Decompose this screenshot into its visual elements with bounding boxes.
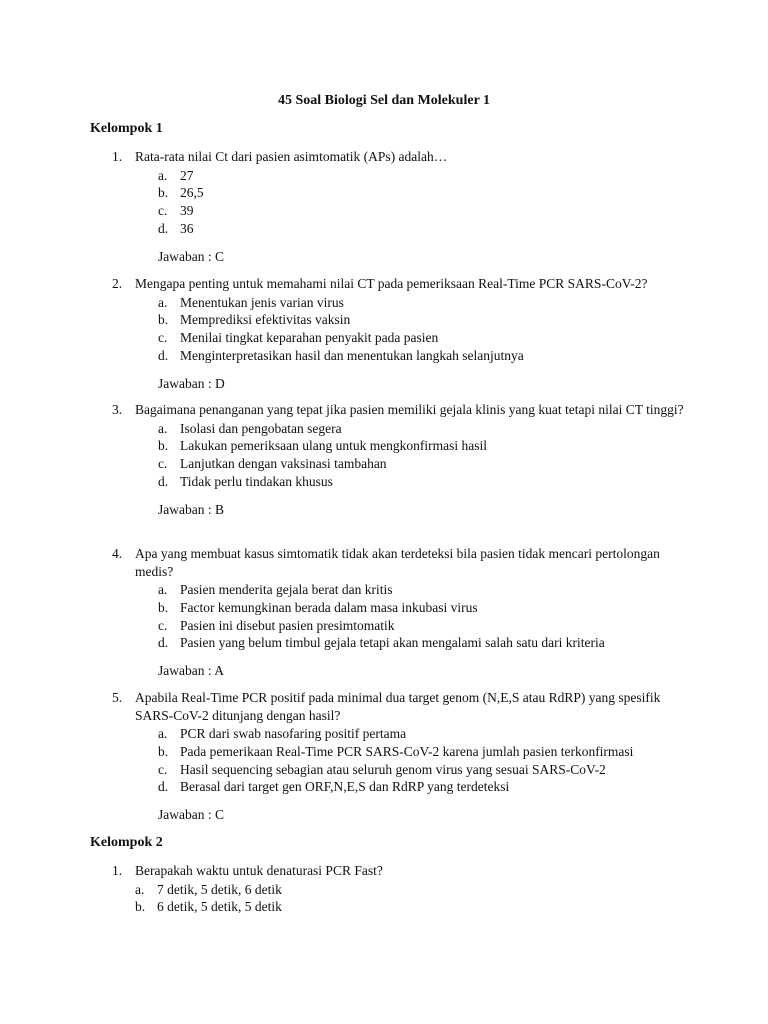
option-text: 26,5: [180, 185, 204, 201]
answer-key: Jawaban : C: [158, 807, 224, 823]
option-text: Pasien menderita gejala berat dan kritis: [180, 582, 393, 597]
option-item: [158, 167, 692, 185]
option-item: [158, 184, 692, 202]
option-item: [158, 437, 692, 455]
option-letter: d.: [158, 347, 169, 363]
option-letter: b.: [158, 743, 169, 759]
option-text: Memprediksi efektivitas vaksin: [180, 312, 351, 328]
option-item: [158, 761, 692, 779]
option-letter: a.: [158, 167, 168, 183]
answer-key: Jawaban : C: [158, 248, 224, 264]
question-number: 2.: [112, 276, 123, 291]
option-letter: c.: [158, 330, 168, 346]
option-letter: c.: [158, 203, 168, 219]
option-list: [135, 881, 692, 917]
option-list: [158, 581, 692, 652]
option-text: 7 detik, 5 detik, 6 detik: [157, 881, 282, 897]
option-letter: d.: [158, 635, 169, 651]
option-text: 27: [180, 167, 194, 183]
question-item: [112, 689, 692, 824]
option-letter: a.: [158, 582, 168, 597]
option-text: Hasil sequencing sebagian atau seluruh genom virus yang sesuai SARS-CoV-2: [180, 761, 606, 777]
question-item: [112, 862, 692, 916]
option-text: 36: [180, 220, 194, 236]
option-item: [135, 898, 692, 916]
option-letter: b.: [158, 599, 169, 615]
option-item: [158, 599, 692, 617]
option-text: Berasal dari target gen ORF,N,E,S dan RdRP yang terdeteksi: [180, 779, 510, 795]
option-text: Pasien ini disebut pasien presimtomatik: [180, 617, 395, 633]
question-item: [112, 401, 692, 518]
question-item: [112, 275, 692, 392]
option-letter: b.: [158, 185, 169, 201]
option-item: [158, 778, 692, 796]
option-list: [158, 294, 692, 365]
question-number: 1.: [112, 149, 123, 164]
option-list: [158, 420, 692, 491]
option-text: Menginterpretasikan hasil dan menentukan langkah selanjutnya: [180, 347, 524, 363]
option-text: Menilai tingkat keparahan penyakit pada pasien: [180, 330, 439, 346]
option-text: Factor kemungkinan berada dalam masa inkubasi virus: [180, 599, 478, 615]
question-number: 4.: [112, 546, 123, 561]
option-item: [158, 725, 692, 743]
question-text: Rata-rata nilai Ct dari pasien asimtomatik (APs) adalah…: [135, 149, 448, 164]
option-text: Isolasi dan pengobatan segera: [180, 420, 342, 436]
option-text: 6 detik, 5 detik, 5 detik: [157, 899, 282, 915]
group-heading: Kelompok 2: [90, 835, 163, 850]
option-letter: b.: [158, 438, 169, 454]
option-letter: a.: [158, 294, 168, 310]
option-letter: d.: [158, 473, 169, 489]
question-item: [112, 148, 692, 265]
option-text: Pada pemerikaan Real-Time PCR SARS-CoV-2 karena jumlah pasien terkonfirmasi: [180, 743, 634, 759]
question-text: Berapakah waktu untuk denaturasi PCR Fast?: [135, 863, 383, 878]
option-item: [158, 743, 692, 761]
option-item: [135, 881, 692, 899]
option-letter: b.: [135, 899, 146, 915]
option-text: Menentukan jenis varian virus: [180, 294, 344, 310]
group-heading: Kelompok 1: [90, 121, 163, 136]
option-letter: a.: [158, 726, 168, 741]
option-item: [158, 617, 692, 635]
document-title: 45 Soal Biologi Sel dan Molekuler 1: [277, 93, 491, 108]
option-item: [158, 202, 692, 220]
answer-key: Jawaban : B: [158, 501, 224, 517]
option-item: [158, 311, 692, 329]
question-text: Mengapa penting untuk memahami nilai CT pada pemeriksaan Real-Time PCR SARS-CoV-2?: [135, 276, 648, 291]
question-number: 1.: [112, 863, 123, 878]
option-list: [158, 167, 692, 238]
option-text: Pasien yang belum timbul gejala tetapi akan mengalami salah satu dari kriteria: [180, 635, 605, 651]
option-item: [158, 455, 692, 473]
option-list: [158, 725, 692, 796]
option-item: [158, 420, 692, 438]
option-text: Lakukan pemeriksaan ulang untuk mengkonfirmasi hasil: [180, 438, 488, 454]
option-text: 39: [180, 203, 194, 219]
option-letter: c.: [158, 761, 168, 777]
option-letter: c.: [158, 456, 168, 472]
answer-key: Jawaban : D: [158, 375, 225, 391]
question-number: 5.: [112, 690, 123, 705]
option-letter: c.: [158, 617, 168, 633]
option-letter: d.: [158, 779, 169, 795]
option-letter: a.: [135, 881, 145, 897]
option-item: [158, 634, 692, 652]
question-text: Apa yang membuat kasus simtomatik tidak akan terdeteksi bila pasien tidak mencari pertolongan medis?: [135, 546, 660, 579]
option-item: [158, 347, 692, 365]
question-number: 3.: [112, 402, 123, 417]
option-item: [158, 329, 692, 347]
question-text: Bagaimana penanganan yang tepat jika pasien memiliki gejala klinis yang kuat tetapi nilai CT tinggi?: [135, 402, 684, 417]
option-item: [158, 294, 692, 312]
option-letter: a.: [158, 420, 168, 436]
option-text: Tidak perlu tindakan khusus: [180, 473, 333, 489]
option-text: PCR dari swab nasofaring positif pertama: [180, 726, 407, 741]
question-item: [112, 545, 692, 680]
option-item: [158, 581, 692, 599]
option-text: Lanjutkan dengan vaksinasi tambahan: [180, 456, 387, 472]
answer-key: Jawaban : A: [158, 663, 224, 679]
option-letter: b.: [158, 312, 169, 328]
question-text: Apabila Real-Time PCR positif pada minimal dua target genom (N,E,S atau RdRP) yang spesifik SARS-CoV-2 ditunjang dengan hasil?: [135, 690, 661, 723]
option-item: [158, 473, 692, 491]
option-letter: d.: [158, 220, 169, 236]
option-item: [158, 220, 692, 238]
